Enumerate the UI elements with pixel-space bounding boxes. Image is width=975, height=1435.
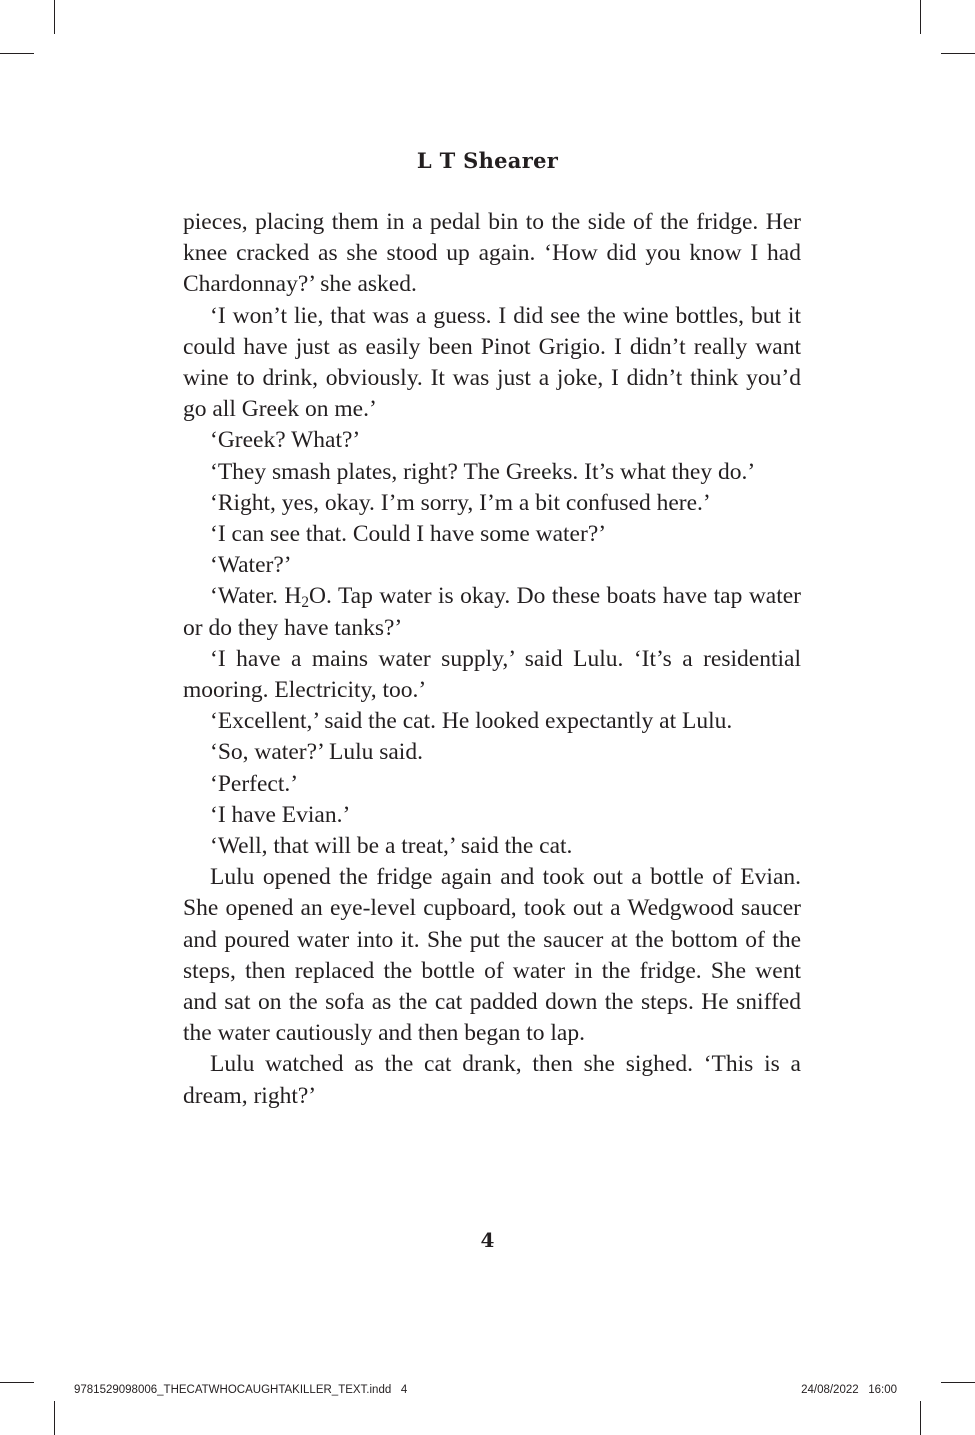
paragraph-text: O. Tap water is okay. Do these boats have tap water or do they have tanks?’: [183, 583, 802, 641]
paragraph: ‘So, water?’ Lulu said.: [210, 739, 423, 766]
crop-mark: [0, 1382, 34, 1383]
slug-file-name: 9781529098006_THECATWHOCAUGHTAKILLER_TEXT.indd 4: [74, 1384, 408, 1396]
paragraph: ‘I can see that. Could I have some water?’: [210, 521, 607, 548]
paragraph: ‘I won’t lie, that was a guess. I did see the wine bottles, but it could have just as easily been Pinot Grigio. I didn’t really want wine to drink, obviously. It was just a joke, I didn’t think you’d go all Greek on me.’: [183, 302, 801, 423]
crop-mark: [54, 0, 55, 34]
paragraph: ‘Greek? What?’: [210, 427, 361, 454]
paragraph: ‘Perfect.’: [210, 770, 299, 797]
crop-mark: [941, 53, 975, 54]
crop-mark: [54, 1401, 55, 1435]
paragraph: Lulu opened the fridge again and took out a bottle of Evian. She opened an eye-level cupboard, took out a Wedgwood saucer and poured water into it. She put the saucer at the bottom of the steps, then replaced the bottle of water in the fridge. She went and sat on the sofa as the cat padded down the steps. He sniffed the water cautiously and then began to lap.: [183, 864, 801, 1047]
crop-mark: [920, 0, 921, 34]
crop-mark: [0, 53, 34, 54]
crop-mark: [920, 1401, 921, 1435]
paragraph: ‘I have Evian.’: [210, 801, 351, 828]
paragraph: ‘Right, yes, okay. I’m sorry, I’m a bit confused here.’: [210, 489, 711, 516]
paragraph: ‘I have a mains water supply,’ said Lulu. ‘It’s a residential mooring. Electricity, too.’: [183, 645, 801, 704]
paragraph: Lulu watched as the cat drank, then she sighed. ‘This is a dream, right?’: [183, 1051, 801, 1109]
subscript: 2: [301, 594, 310, 612]
crop-mark: [941, 1382, 975, 1383]
paragraph: ‘Well, that will be a treat,’ said the cat.: [210, 833, 573, 860]
paragraph: pieces, placing them in a pedal bin to the side of the fridge. Her knee cracked as she stood up again. ‘How did you know I had Chardonnay?’ she asked.: [183, 209, 801, 298]
page-number: 4: [480, 1228, 495, 1252]
slug-timestamp: 24/08/2022 16:00: [801, 1384, 897, 1396]
paragraph: [183, 581, 801, 643]
paragraph: ‘Excellent,’ said the cat. He looked expectantly at Lulu.: [210, 708, 733, 735]
paragraph-text: ‘Water. H: [210, 583, 302, 610]
running-head: L T Shearer: [416, 148, 559, 173]
body-text: [183, 207, 801, 1112]
paragraph: ‘They smash plates, right? The Greeks. It’s what they do.’: [210, 458, 756, 485]
paragraph: ‘Water?’: [210, 552, 292, 579]
